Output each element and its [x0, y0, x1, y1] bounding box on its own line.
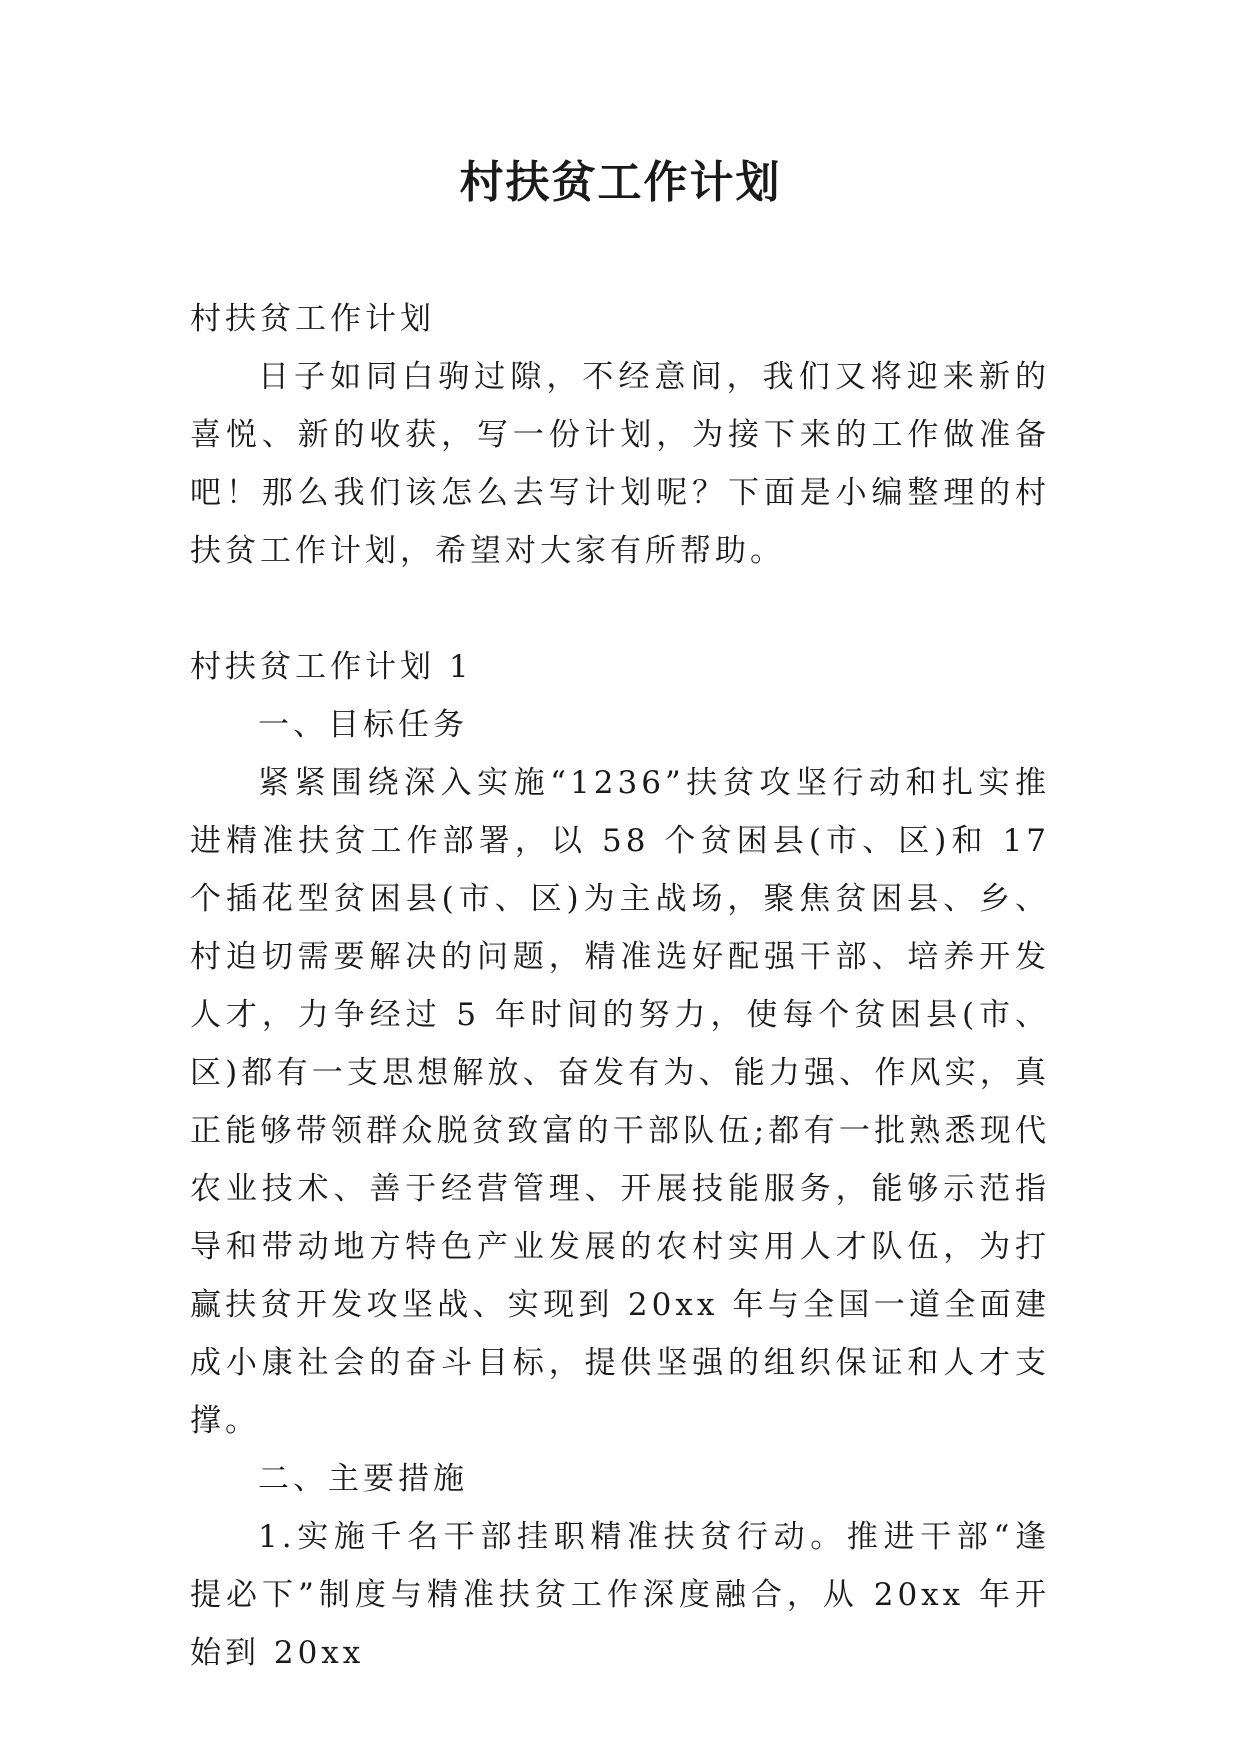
document-title: 村扶贫工作计划	[459, 157, 782, 208]
document-subtitle: 村扶贫工作计划	[190, 301, 435, 337]
section-title: 村扶贫工作计划 1	[190, 649, 473, 685]
document-body	[190, 290, 1050, 1682]
intro-paragraph: 日子如同白驹过隙，不经意间，我们又将迎来新的喜悦、新的收获，写一份计划，为接下来的工作做准备吧！那么我们该怎么去写计划呢？下面是小编整理的村扶贫工作计划，希望对大家有所帮助。	[190, 359, 1050, 569]
measures-paragraph: 1.实施千名干部挂职精准扶贫行动。推进干部“逢提必下”制度与精准扶贫工作深度融合，从 20xx 年开始到 20xx	[190, 1519, 1050, 1671]
heading-goals: 一、目标任务	[258, 707, 468, 743]
paragraph-spacer	[190, 580, 1050, 638]
goals-paragraph: 紧紧围绕深入实施“1236”扶贫攻坚行动和扎实推进精准扶贫工作部署，以 58 个贫困县(市、区)和 17 个插花型贫困县(市、区)为主战场，聚焦贫困县、乡、村迫切需要解决的问题，精准选好配强干部、培养开发人才，力争经过 5 年时间的努力，使每个贫困县(市、区)都有一支思想解放、奋发有为、能力强、作风实，真正能够带领群众脱贫致富的干部队伍;都有一批熟悉现代农业技术、善于经营管理、开展技能服务，能够示范指导和带动地方特色产业发展的农村实用人才队伍，为打赢扶贫开发攻坚战、实现到 20xx 年与全国一道全面建成小康社会的奋斗目标，提供坚强的组织保证和人才支撑。	[190, 765, 1050, 1439]
heading-measures: 二、主要措施	[258, 1461, 468, 1497]
